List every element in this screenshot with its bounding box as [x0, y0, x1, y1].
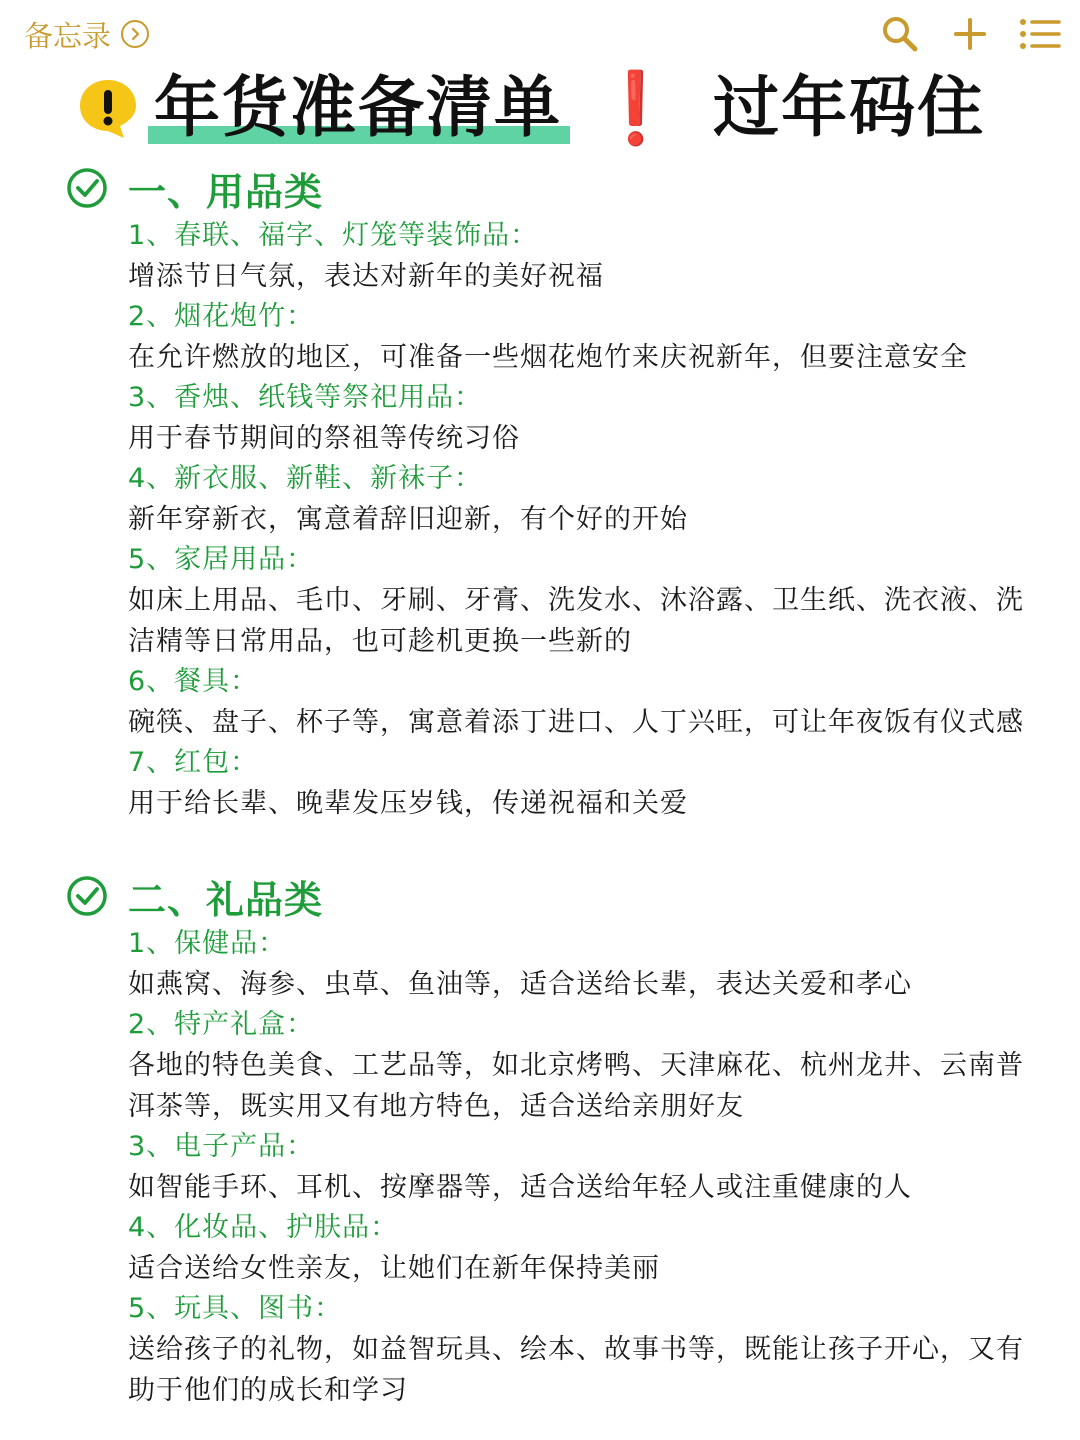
section-items	[128, 216, 1048, 824]
section-heading	[66, 162, 323, 214]
item-desc: 用于给长辈、晚辈发压岁钱，传递祝福和关爱	[128, 788, 688, 819]
item-desc: 如床上用品、毛巾、牙刷、牙膏、洗发水、沐浴露、卫生纸、洗衣液、洗洁精等日常用品，也可趁机更换一些新的	[128, 585, 1024, 657]
back-label: 备忘录	[24, 18, 112, 53]
item-desc: 如燕窝、海参、虫草、鱼油等，适合送给长辈，表达关爱和孝心	[128, 969, 912, 1000]
item-desc: 用于春节期间的祭祖等传统习俗	[128, 423, 520, 454]
title-main	[154, 66, 562, 150]
item-desc: 各地的特色美食、工艺品等，如北京烤鸭、天津麻花、杭州龙井、云南普洱茶等，既实用又有地方特色，适合送给亲朋好友	[128, 1050, 1024, 1122]
item-title: 3、香烛、纸钱等祭祀用品：	[128, 382, 483, 413]
item-title: 2、烟花炮竹：	[128, 301, 315, 332]
item-title: 3、电子产品：	[128, 1131, 315, 1162]
item-title: 2、特产礼盒：	[128, 1009, 315, 1040]
item-title: 1、保健品：	[128, 928, 287, 959]
item-desc: 新年穿新衣，寓意着辞旧迎新，有个好的开始	[128, 504, 688, 535]
item-title: 5、玩具、图书：	[128, 1293, 343, 1324]
item-desc: 如智能手环、耳机、按摩器等，适合送给年轻人或注重健康的人	[128, 1172, 912, 1203]
top-bar	[0, 0, 1080, 70]
warning-bubble-icon	[76, 76, 140, 140]
chevron-right-icon	[121, 20, 149, 48]
item-desc: 适合送给女性亲友，让她们在新年保持美丽	[128, 1253, 660, 1284]
item-desc: 增添节日气氛，表达对新年的美好祝福	[128, 261, 604, 292]
title-sub: 过年码住	[713, 69, 986, 146]
section-title: 一、用品类	[128, 169, 324, 214]
item-desc: 送给孩子的礼物，如益智玩具、绘本、故事书等，既能让孩子开心，又有助于他们的成长和学习	[128, 1334, 1024, 1406]
item-desc: 碗筷、盘子、杯子等，寓意着添丁进口、人丁兴旺，可让年夜饭有仪式感	[128, 707, 1024, 738]
check-circle-icon	[66, 167, 108, 209]
search-icon[interactable]	[878, 12, 922, 56]
item-title: 6、餐具：	[128, 666, 259, 697]
section-title: 二、礼品类	[128, 877, 324, 922]
item-title: 4、新衣服、新鞋、新袜子：	[128, 463, 483, 494]
plus-icon[interactable]	[948, 12, 992, 56]
item-title: 4、化妆品、护肤品：	[128, 1212, 399, 1243]
item-title: 1、春联、福字、灯笼等装饰品：	[128, 220, 539, 251]
check-circle-icon	[66, 875, 108, 917]
item-desc: 在允许燃放的地区，可准备一些烟花炮竹来庆祝新年，但要注意安全	[128, 342, 968, 373]
back-to-notes-button[interactable]	[24, 14, 149, 54]
exclamation-icon: ❗	[592, 67, 680, 149]
list-icon[interactable]	[1018, 12, 1062, 56]
section-heading	[66, 870, 323, 922]
page-title	[76, 66, 1056, 150]
toolbar	[878, 12, 1062, 56]
item-title: 7、红包：	[128, 747, 259, 778]
item-title: 5、家居用品：	[128, 544, 315, 575]
title-main-text: 年货准备清单	[154, 69, 562, 146]
section-items	[128, 924, 1048, 1411]
